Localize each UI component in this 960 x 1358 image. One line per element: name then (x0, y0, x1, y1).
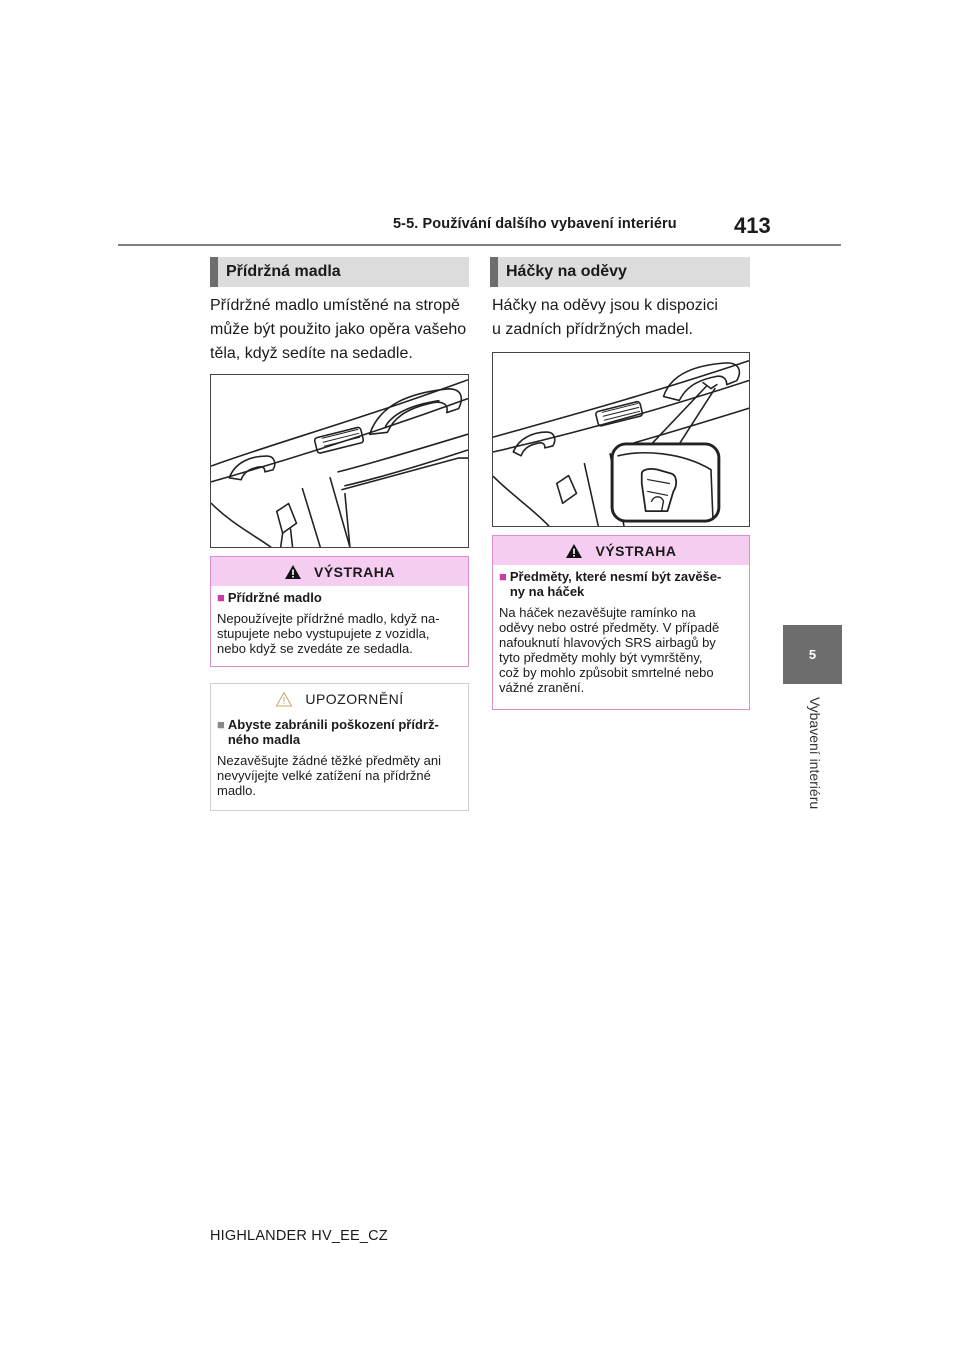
body-line: u zadních přídržných madel. (492, 321, 693, 338)
notice-subtitle: ■ Abyste zabránili poškození přídrž- ného madla (217, 717, 439, 747)
coat-hook-illustration (492, 352, 750, 527)
warning-text: Nepoužívejte přídržné madlo, když na- stupujete nebo vystupujete z vozidla, nebo když se zvedáte ze sedadla. (217, 611, 440, 656)
body-line: může být použito jako opěra vašeho (210, 321, 467, 338)
warning-title: VÝSTRAHA (595, 542, 677, 559)
square-bullet-icon: ■ (217, 717, 225, 732)
coat-hooks-intro (492, 294, 752, 342)
notice-box-grab-handle (210, 683, 469, 811)
section-heading-coat-hooks: Háčky na oděvy (490, 257, 750, 287)
warning-subtitle: ■ Předměty, které nesmí být zavěše- ny na háček (499, 569, 722, 599)
section-heading-grab-handles: Přídržná madla (210, 257, 469, 287)
chapter-title-vertical: Vybavení interiéru (807, 696, 823, 810)
square-bullet-icon: ■ (217, 590, 225, 605)
square-bullet-icon: ■ (499, 569, 507, 584)
warning-triangle-icon (565, 543, 583, 559)
warning-box-grab-handle (210, 556, 469, 667)
body-line: Háčky na oděvy jsou k dispozici (492, 297, 718, 314)
notice-header (211, 684, 468, 713)
running-header-title: 5-5. Používání dalšího vybavení interiéru (393, 216, 677, 232)
warning-title: VÝSTRAHA (313, 563, 395, 580)
chapter-tab: 5 (783, 625, 842, 684)
body-line: těla, když sedíte na sedadle. (210, 345, 413, 362)
header-rule (118, 244, 841, 246)
notice-text: Nezavěšujte žádné těžké předměty ani nevyvíjejte velké zatížení na přídržné madlo. (217, 753, 442, 798)
warning-box-coat-hook (492, 535, 750, 710)
warning-subtitle: ■ Přídržné madlo (217, 590, 322, 605)
warning-text: Na háček nezavěšujte ramínko na oděvy nebo ostré předměty. V případě nafouknutí hlavových SRS airbagů by tyto předměty mohly být vymrštěny, což by mohlo způsobit smrtelné nebo vážné zranění. (499, 605, 720, 695)
body-line: Přídržné madlo umístěné na stropě (210, 297, 460, 314)
notice-title: UPOZORNĚNÍ (305, 690, 404, 707)
page-number: 413 (734, 213, 771, 238)
warning-header (493, 536, 749, 565)
warning-triangle-icon (284, 564, 302, 580)
footer-model-code: HIGHLANDER HV_EE_CZ (210, 1228, 388, 1244)
warning-header (211, 557, 468, 586)
grab-handles-intro (210, 294, 480, 366)
caution-triangle-icon (275, 691, 293, 707)
grab-handle-illustration (210, 374, 469, 548)
